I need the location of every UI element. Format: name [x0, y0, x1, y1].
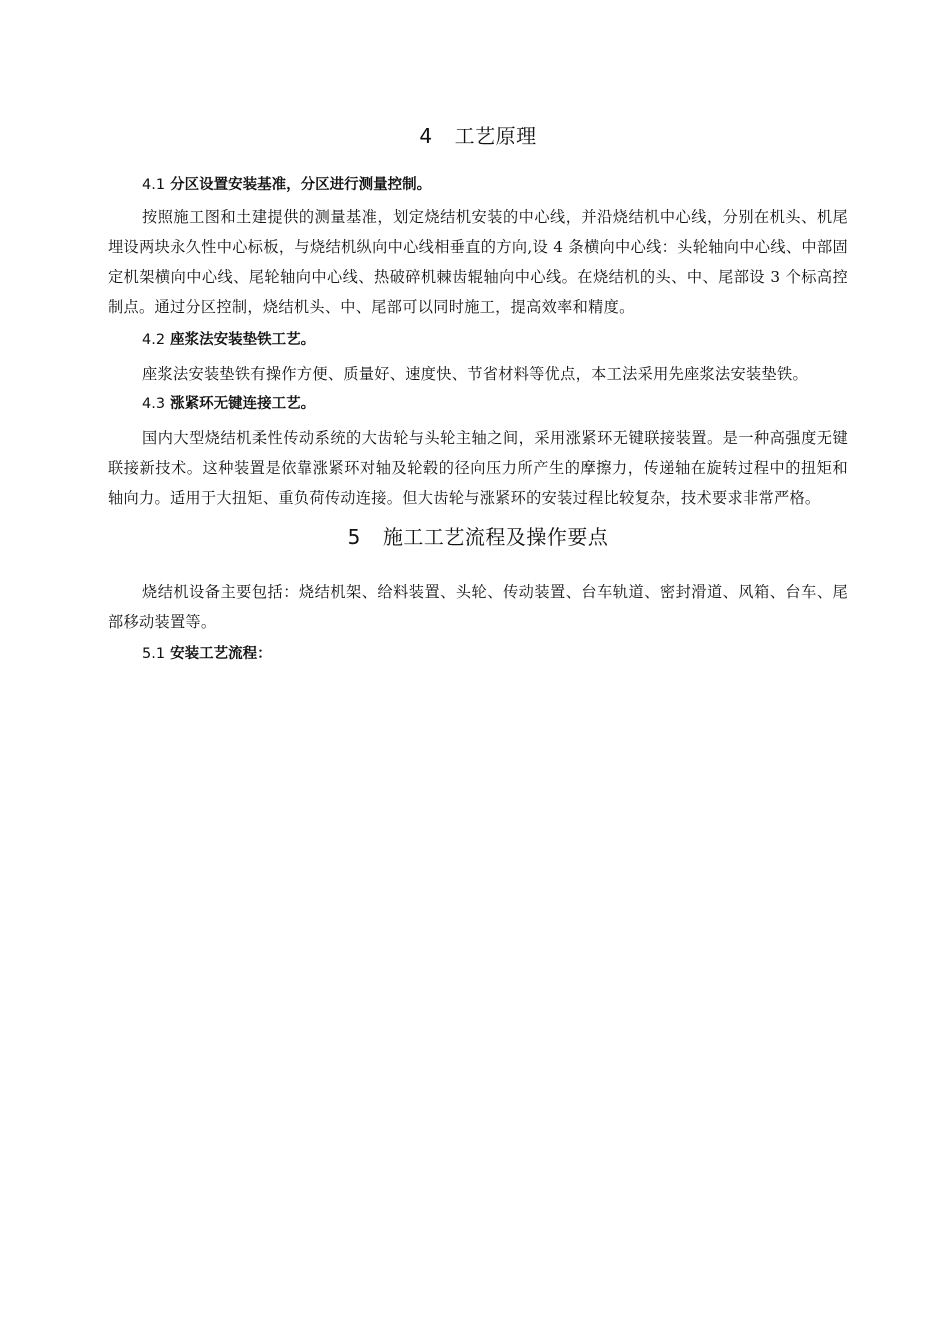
section-title: 安装工艺流程： — [170, 646, 272, 662]
chapter-heading-4 — [108, 118, 848, 154]
section-number: 4.1 — [142, 177, 166, 193]
paragraph-5: 烧结机设备主要包括：烧结机架、给料装置、头轮、传动装置、台车轨道、密封滑道、风箱、台车、尾部移动装置等。 — [108, 583, 848, 631]
section-title: 座浆法安装垫铁工艺。 — [170, 332, 316, 348]
chapter-title: 工艺原理 — [454, 124, 537, 148]
chapter-number: 5 — [347, 525, 361, 549]
section-heading-5-1 — [108, 643, 848, 665]
section-title: 涨紧环无键连接工艺。 — [170, 396, 316, 412]
chapter-number: 4 — [419, 124, 433, 148]
section-heading-4-2 — [108, 329, 848, 351]
section-title: 分区设置安装基准，分区进行测量控制。 — [170, 177, 432, 193]
paragraph-4-3: 国内大型烧结机柔性传动系统的大齿轮与头轮主轴之间，采用涨紧环无键联接装置。是一种高强度无键联接新技术。这种装置是依靠涨紧环对轴及轮毂的径向压力所产生的摩擦力，传递轴在旋转过程中的扭矩和轴向力。适用于大扭矩、重负荷传动连接。但大齿轮与涨紧环的安装过程比较复杂，技术要求非常严格。 — [108, 429, 848, 507]
chapter-heading-5 — [108, 519, 848, 555]
document-body — [108, 118, 848, 665]
chapter-title: 施工工艺流程及操作要点 — [382, 525, 609, 549]
section-heading-4-3 — [108, 393, 848, 415]
paragraph-4-1: 按照施工图和土建提供的测量基准，划定烧结机安装的中心线，并沿烧结机中心线，分别在机头、机尾埋设两块永久性中心标板，与烧结机纵向中心线相垂直的方向,设 4 条横向中心线：头轮轴向中心线、中部固定机架横向中心线、尾轮轴向中心线、热破碎机棘齿辊轴向中心线。在烧结机的头、中、尾部设 3 个标高控制点。通过分区控制，烧结机头、中、尾部可以同时施工，提高效率和精度。 — [108, 208, 848, 316]
paragraph-4-2: 座浆法安装垫铁有操作方便、质量好、速度快、节省材料等优点，本工法采用先座浆法安装垫铁。 — [142, 365, 808, 383]
section-number: 5.1 — [142, 646, 166, 662]
section-heading-4-1 — [108, 174, 848, 196]
section-number: 4.3 — [142, 396, 166, 412]
section-number: 4.2 — [142, 332, 166, 348]
